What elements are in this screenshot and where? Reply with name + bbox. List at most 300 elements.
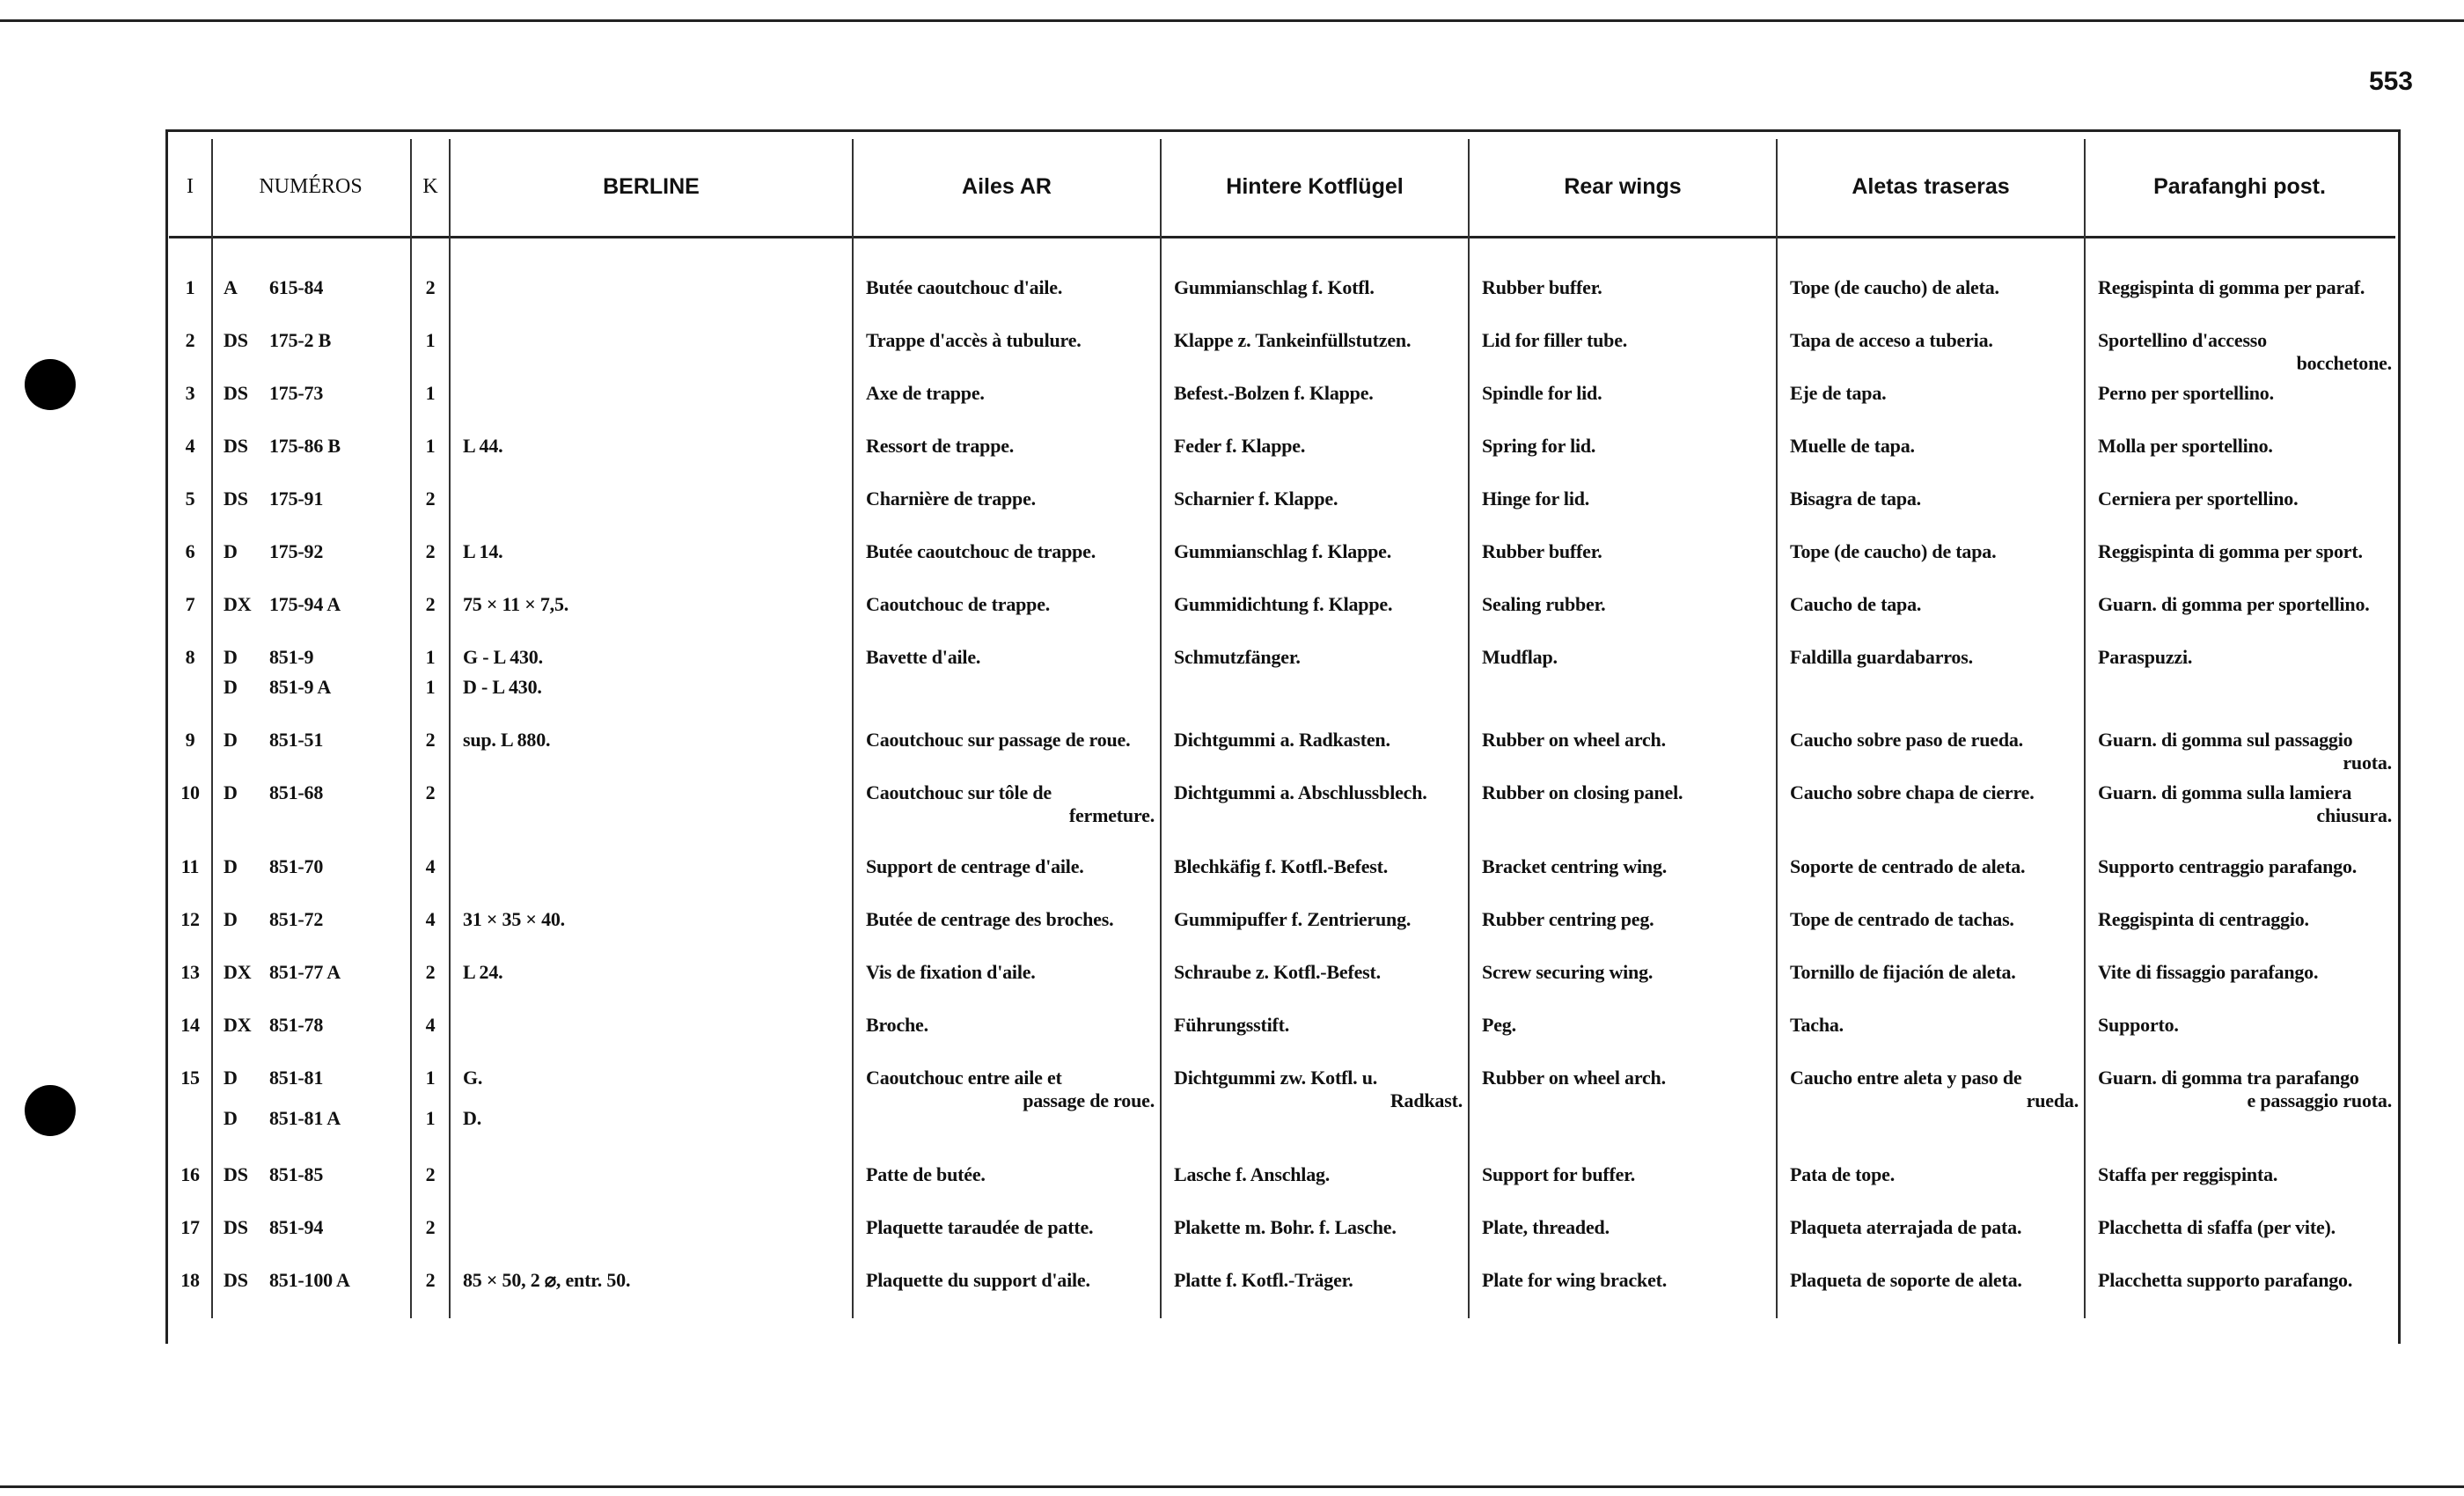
cell-index: 13 (180, 961, 200, 983)
description-line: Butée de centrage des broches. (866, 908, 1114, 930)
cell-description-es (1790, 1269, 2079, 1292)
description-line: Caucho sobre paso de rueda. (1790, 729, 2023, 751)
description-line: Plaqueta aterrajada de pata. (1790, 1216, 2022, 1238)
part-prefix: DS (224, 1163, 248, 1185)
cell-description-en (1482, 1014, 1771, 1037)
description-line: bocchetone. (2296, 352, 2392, 374)
cell-part-number (224, 593, 408, 616)
description-line: Caoutchouc de trappe. (866, 593, 1051, 615)
cell-quantity: 4 (425, 1014, 436, 1036)
cell-description-en (1482, 961, 1771, 984)
part-prefix: D (224, 855, 238, 877)
cell-quantity: 1 (425, 435, 436, 457)
part-code: 851-100 A (269, 1269, 350, 1291)
part-prefix: DX (224, 961, 252, 983)
description-line: Gummianschlag f. Kotfl. (1174, 276, 1375, 298)
cell-description-es (1790, 908, 2079, 931)
cell-part-number (224, 329, 408, 352)
cell-description-de (1174, 729, 1463, 752)
cell-quantity: 2 (425, 540, 436, 562)
description-line: Plaquette taraudée de patte. (866, 1216, 1094, 1238)
header-italian: Parafanghi post. (2153, 173, 2326, 199)
description-line: Guarn. di gomma sulla lamiera (2098, 781, 2352, 803)
cell-description-es (1790, 540, 2079, 563)
cell-quantity: 2 (425, 276, 436, 298)
description-line: Spindle for lid. (1482, 382, 1602, 404)
cell-part-number (224, 908, 408, 931)
cell-description-fr (866, 646, 1155, 669)
description-line: Muelle de tapa. (1790, 435, 1915, 457)
cell-berline-spec: L 24. (463, 961, 503, 983)
part-code: 851-77 A (269, 961, 341, 983)
description-line: Faldilla guardabarros. (1790, 646, 1973, 668)
cell-part-number (224, 435, 408, 458)
cell-index: 18 (180, 1269, 200, 1291)
cell-description-en (1482, 593, 1771, 616)
cell-part-number (224, 961, 408, 984)
cell-quantity: 2 (425, 1163, 436, 1185)
description-line: Tope (de caucho) de tapa. (1790, 540, 1997, 562)
description-line: Placchetta di sfaffa (per vite). (2098, 1216, 2336, 1238)
cell-description-fr (866, 488, 1155, 510)
cell-part-number (224, 382, 408, 405)
description-line: Guarn. di gomma tra parafango (2098, 1067, 2359, 1089)
cell-index: 15 (180, 1067, 200, 1089)
header-french: Ailes AR (962, 173, 1052, 199)
part-prefix: D (224, 729, 238, 751)
cell-description-fr (866, 540, 1155, 563)
cell-index: 7 (185, 593, 195, 615)
cell-quantity: 2 (425, 781, 436, 803)
description-line: Staffa per reggispinta. (2098, 1163, 2278, 1185)
description-line: Placchetta supporto parafango. (2098, 1269, 2353, 1291)
description-line: Caoutchouc sur tôle de (866, 781, 1052, 803)
cell-quantity: 1 (425, 1067, 436, 1089)
cell-description-it (2098, 1216, 2392, 1239)
cell-description-it (2098, 781, 2392, 827)
header-berline: BERLINE (603, 173, 700, 199)
cell-description-it (2098, 1269, 2392, 1292)
description-line: Führungsstift. (1174, 1014, 1290, 1036)
description-line: Gummianschlag f. Klappe. (1174, 540, 1392, 562)
description-line: rueda. (2026, 1089, 2079, 1111)
description-line: Butée caoutchouc d'aile. (866, 276, 1063, 298)
description-line: Dichtgummi zw. Kotfl. u. (1174, 1067, 1378, 1089)
part-prefix: A (224, 276, 238, 298)
description-line: Sealing rubber. (1482, 593, 1606, 615)
cell-berline-spec: sup. L 880. (463, 729, 551, 751)
cell-quantity: 2 (425, 488, 436, 510)
part-code: 851-9 (269, 646, 314, 668)
cell-description-es (1790, 276, 2079, 299)
part-code: 851-81 A (269, 1107, 341, 1129)
description-line: Broche. (866, 1014, 928, 1036)
header-divider (169, 236, 2395, 238)
part-code: 851-9 A (269, 676, 332, 698)
description-line: Radkast. (1390, 1089, 1463, 1111)
cell-description-en (1482, 855, 1771, 878)
cell-quantity: 1 (425, 329, 436, 351)
cell-description-it (2098, 1067, 2392, 1112)
cell-description-it (2098, 855, 2392, 878)
cell-description-es (1790, 646, 2079, 669)
part-code: 851-72 (269, 908, 324, 930)
cell-index: 8 (185, 646, 195, 668)
cell-description-fr (866, 908, 1155, 931)
description-line: ruota. (2343, 752, 2392, 774)
description-line: Dichtgummi a. Radkasten. (1174, 729, 1390, 751)
column-divider (211, 139, 213, 1318)
description-line: fermeture. (1068, 804, 1155, 826)
cell-description-de (1174, 646, 1463, 669)
description-line: Rubber buffer. (1482, 276, 1602, 298)
description-line: Feder f. Klappe. (1174, 435, 1306, 457)
cell-description-it (2098, 329, 2392, 375)
cell-description-de (1174, 540, 1463, 563)
description-line: Perno per sportellino. (2098, 382, 2274, 404)
description-line: Bavette d'aile. (866, 646, 981, 668)
cell-quantity: 2 (425, 1216, 436, 1238)
cell-berline-spec: 31 × 35 × 40. (463, 908, 565, 930)
cell-quantity: 2 (425, 593, 436, 615)
cell-description-de (1174, 276, 1463, 299)
description-line: Spring for lid. (1482, 435, 1596, 457)
column-divider (1468, 139, 1470, 1318)
description-line: Support for buffer. (1482, 1163, 1636, 1185)
cell-berline-spec: D - L 430. (463, 676, 542, 698)
description-line: Bisagra de tapa. (1790, 488, 1921, 510)
part-code: 615-84 (269, 276, 324, 298)
part-prefix: D (224, 676, 238, 698)
cell-description-it (2098, 540, 2392, 563)
part-code: 851-68 (269, 781, 324, 803)
description-line: passage de roue. (1023, 1089, 1155, 1111)
cell-index: 17 (180, 1216, 200, 1238)
description-line: Plate, threaded. (1482, 1216, 1610, 1238)
part-prefix: D (224, 540, 238, 562)
cell-description-es (1790, 855, 2079, 878)
cell-description-en (1482, 908, 1771, 931)
cell-description-es (1790, 1216, 2079, 1239)
cell-berline-spec: D. (463, 1107, 481, 1129)
cell-quantity: 1 (425, 382, 436, 404)
part-code: 175-2 B (269, 329, 332, 351)
description-line: Tope de centrado de tachas. (1790, 908, 2014, 930)
part-prefix: DX (224, 1014, 252, 1036)
column-divider (449, 139, 451, 1318)
cell-index: 10 (180, 781, 200, 803)
cell-description-es (1790, 593, 2079, 616)
part-prefix: DS (224, 1216, 248, 1238)
cell-quantity: 1 (425, 1107, 436, 1129)
cell-description-es (1790, 1067, 2079, 1112)
description-line: Peg. (1482, 1014, 1516, 1036)
description-line: Vis de fixation d'aile. (866, 961, 1036, 983)
description-line: Befest.-Bolzen f. Klappe. (1174, 382, 1374, 404)
cell-description-en (1482, 329, 1771, 352)
description-line: Axe de trappe. (866, 382, 985, 404)
description-line: Butée caoutchouc de trappe. (866, 540, 1096, 562)
cell-description-it (2098, 276, 2392, 299)
description-line: Mudflap. (1482, 646, 1558, 668)
cell-index: 6 (185, 540, 195, 562)
part-prefix: DS (224, 382, 248, 404)
cell-description-it (2098, 593, 2392, 616)
header-english: Rear wings (1564, 173, 1682, 199)
cell-part-number (224, 1269, 408, 1292)
cell-description-en (1482, 435, 1771, 458)
cell-berline-spec: L 14. (463, 540, 503, 562)
cell-description-de (1174, 435, 1463, 458)
cell-description-en (1482, 1269, 1771, 1292)
cell-quantity: 1 (425, 676, 436, 698)
description-line: Rubber on wheel arch. (1482, 1067, 1666, 1089)
description-line: Support de centrage d'aile. (866, 855, 1084, 877)
cell-description-de (1174, 593, 1463, 616)
description-line: Caucho sobre chapa de cierre. (1790, 781, 2035, 803)
cell-index: 16 (180, 1163, 200, 1185)
column-divider (852, 139, 854, 1318)
part-prefix: DS (224, 1269, 248, 1291)
cell-description-es (1790, 781, 2079, 804)
cell-description-es (1790, 488, 2079, 510)
cell-description-it (2098, 382, 2392, 405)
cell-description-de (1174, 1216, 1463, 1239)
cell-index: 9 (185, 729, 195, 751)
description-line: Molla per sportellino. (2098, 435, 2273, 457)
cell-index: 14 (180, 1014, 200, 1036)
description-line: Platte f. Kotfl.-Träger. (1174, 1269, 1353, 1291)
description-line: Lasche f. Anschlag. (1174, 1163, 1331, 1185)
cell-description-es (1790, 382, 2079, 405)
description-line: Rubber on wheel arch. (1482, 729, 1666, 751)
description-line: Charnière de trappe. (866, 488, 1036, 510)
cell-description-fr (866, 1067, 1155, 1112)
part-code: 851-94 (269, 1216, 324, 1238)
description-line: Cerniera per sportellino. (2098, 488, 2299, 510)
part-prefix: DS (224, 329, 248, 351)
cell-description-en (1482, 1163, 1771, 1186)
description-line: Ressort de trappe. (866, 435, 1015, 457)
cell-description-de (1174, 329, 1463, 352)
header-k: K (422, 174, 438, 198)
cell-description-en (1482, 276, 1771, 299)
part-code: 851-51 (269, 729, 324, 751)
cell-description-es (1790, 1163, 2079, 1186)
description-line: Rubber on closing panel. (1482, 781, 1683, 803)
cell-description-it (2098, 961, 2392, 984)
cell-berline-spec: L 44. (463, 435, 503, 457)
part-code: 851-78 (269, 1014, 324, 1036)
cell-description-de (1174, 961, 1463, 984)
description-line: Schraube z. Kotfl.-Befest. (1174, 961, 1381, 983)
cell-part-number (224, 488, 408, 510)
top-rule (0, 19, 2464, 22)
cell-description-fr (866, 435, 1155, 458)
part-prefix: D (224, 646, 238, 668)
part-code: 851-70 (269, 855, 324, 877)
cell-description-es (1790, 1014, 2079, 1037)
cell-description-fr (866, 593, 1155, 616)
description-line: Lid for filler tube. (1482, 329, 1628, 351)
punch-hole (25, 1085, 76, 1136)
cell-description-fr (866, 781, 1155, 827)
description-line: Rubber buffer. (1482, 540, 1602, 562)
cell-description-en (1482, 382, 1771, 405)
description-line: Reggispinta di centraggio. (2098, 908, 2309, 930)
cell-description-fr (866, 1014, 1155, 1037)
description-line: Caucho entre aleta y paso de (1790, 1067, 2022, 1089)
description-line: Gummidichtung f. Klappe. (1174, 593, 1393, 615)
description-line: Dichtgummi a. Abschlussblech. (1174, 781, 1427, 803)
cell-berline-spec: 85 × 50, 2 ⌀, entr. 50. (463, 1269, 631, 1291)
description-line: Rubber centring peg. (1482, 908, 1654, 930)
cell-description-fr (866, 1163, 1155, 1186)
cell-description-it (2098, 1163, 2392, 1186)
cell-index: 3 (185, 382, 195, 404)
cell-description-de (1174, 1269, 1463, 1292)
cell-berline-spec: G. (463, 1067, 483, 1089)
description-line: Paraspuzzi. (2098, 646, 2193, 668)
cell-quantity: 2 (425, 961, 436, 983)
description-line: Plaqueta de soporte de aleta. (1790, 1269, 2022, 1291)
cell-description-it (2098, 729, 2392, 774)
cell-description-it (2098, 435, 2392, 458)
cell-part-number (224, 276, 408, 299)
cell-index: 1 (185, 276, 195, 298)
cell-description-en (1482, 781, 1771, 804)
cell-part-number (224, 646, 408, 669)
part-code: 175-91 (269, 488, 324, 510)
cell-part-number (224, 1014, 408, 1037)
part-code: 851-81 (269, 1067, 324, 1089)
cell-description-fr (866, 1216, 1155, 1239)
description-line: Plakette m. Bohr. f. Lasche. (1174, 1216, 1397, 1238)
header-german: Hintere Kotflügel (1226, 173, 1404, 199)
cell-description-fr (866, 961, 1155, 984)
description-line: Patte de butée. (866, 1163, 986, 1185)
description-line: Reggispinta di gomma per paraf. (2098, 276, 2365, 298)
description-line: Supporto centraggio parafango. (2098, 855, 2358, 877)
cell-description-en (1482, 540, 1771, 563)
header-spanish: Aletas traseras (1852, 173, 2010, 199)
description-line: Tornillo de fijación de aleta. (1790, 961, 2016, 983)
header-i: I (187, 174, 194, 198)
cell-description-de (1174, 488, 1463, 510)
cell-quantity: 4 (425, 908, 436, 930)
cell-description-de (1174, 908, 1463, 931)
cell-quantity: 4 (425, 855, 436, 877)
description-line: Blechkäfig f. Kotfl.-Befest. (1174, 855, 1389, 877)
cell-berline-spec: 75 × 11 × 7,5. (463, 593, 569, 615)
cell-part-number (224, 540, 408, 563)
description-line: Gummipuffer f. Zentrierung. (1174, 908, 1412, 930)
cell-description-de (1174, 1067, 1463, 1112)
cell-quantity: 2 (425, 729, 436, 751)
part-prefix: D (224, 1067, 238, 1089)
part-prefix: DS (224, 488, 248, 510)
cell-description-es (1790, 329, 2079, 352)
description-line: Screw securing wing. (1482, 961, 1654, 983)
cell-index: 12 (180, 908, 200, 930)
cell-quantity: 2 (425, 1269, 436, 1291)
cell-part-number (224, 729, 408, 752)
cell-description-fr (866, 729, 1155, 752)
description-line: Caoutchouc sur passage de roue. (866, 729, 1131, 751)
description-line: Scharnier f. Klappe. (1174, 488, 1338, 510)
description-line: Bracket centring wing. (1482, 855, 1668, 877)
bottom-rule (0, 1485, 2464, 1488)
description-line: Sportellino d'accesso (2098, 329, 2267, 351)
part-code: 175-92 (269, 540, 324, 562)
cell-part-number (224, 781, 408, 804)
part-prefix: D (224, 908, 238, 930)
column-divider (1160, 139, 1162, 1318)
cell-description-fr (866, 276, 1155, 299)
description-line: Soporte de centrado de aleta. (1790, 855, 2026, 877)
description-line: Guarn. di gomma sul passaggio (2098, 729, 2353, 751)
cell-part-number (224, 1107, 408, 1130)
cell-description-en (1482, 729, 1771, 752)
description-line: Caoutchouc entre aile et (866, 1067, 1062, 1089)
description-line: Trappe d'accès à tubulure. (866, 329, 1082, 351)
cell-description-fr (866, 329, 1155, 352)
cell-description-fr (866, 855, 1155, 878)
description-line: Tacha. (1790, 1014, 1844, 1036)
description-line: Supporto. (2098, 1014, 2179, 1036)
cell-description-en (1482, 646, 1771, 669)
column-divider (2084, 139, 2086, 1318)
cell-part-number (224, 1163, 408, 1186)
description-line: chiusura. (2316, 804, 2392, 826)
description-line: e passaggio ruota. (2247, 1089, 2392, 1111)
description-line: Pata de tope. (1790, 1163, 1895, 1185)
cell-index: 2 (185, 329, 195, 351)
cell-description-de (1174, 855, 1463, 878)
part-code: 175-94 A (269, 593, 341, 615)
header-numeros: NUMÉROS (259, 174, 363, 198)
cell-index: 5 (185, 488, 195, 510)
cell-description-de (1174, 1014, 1463, 1037)
description-line: Caucho de tapa. (1790, 593, 1922, 615)
column-divider (1776, 139, 1778, 1318)
description-line: Tope (de caucho) de aleta. (1790, 276, 1999, 298)
cell-description-de (1174, 781, 1463, 804)
cell-quantity: 1 (425, 646, 436, 668)
cell-description-it (2098, 1014, 2392, 1037)
page-number: 553 (2368, 67, 2413, 96)
cell-description-it (2098, 908, 2392, 931)
part-prefix: D (224, 1107, 238, 1129)
part-code: 851-85 (269, 1163, 324, 1185)
cell-description-en (1482, 1216, 1771, 1239)
description-line: Schmutzfänger. (1174, 646, 1301, 668)
cell-description-fr (866, 1269, 1155, 1292)
cell-description-fr (866, 382, 1155, 405)
cell-part-number (224, 1216, 408, 1239)
cell-berline-spec: G - L 430. (463, 646, 543, 668)
cell-description-en (1482, 1067, 1771, 1089)
description-line: Reggispinta di gomma per sport. (2098, 540, 2363, 562)
description-line: Plate for wing bracket. (1482, 1269, 1668, 1291)
cell-description-de (1174, 382, 1463, 405)
description-line: Tapa de acceso a tuberia. (1790, 329, 1993, 351)
part-code: 175-86 B (269, 435, 341, 457)
cell-part-number (224, 1067, 408, 1089)
cell-description-en (1482, 488, 1771, 510)
cell-description-es (1790, 961, 2079, 984)
cell-description-es (1790, 435, 2079, 458)
